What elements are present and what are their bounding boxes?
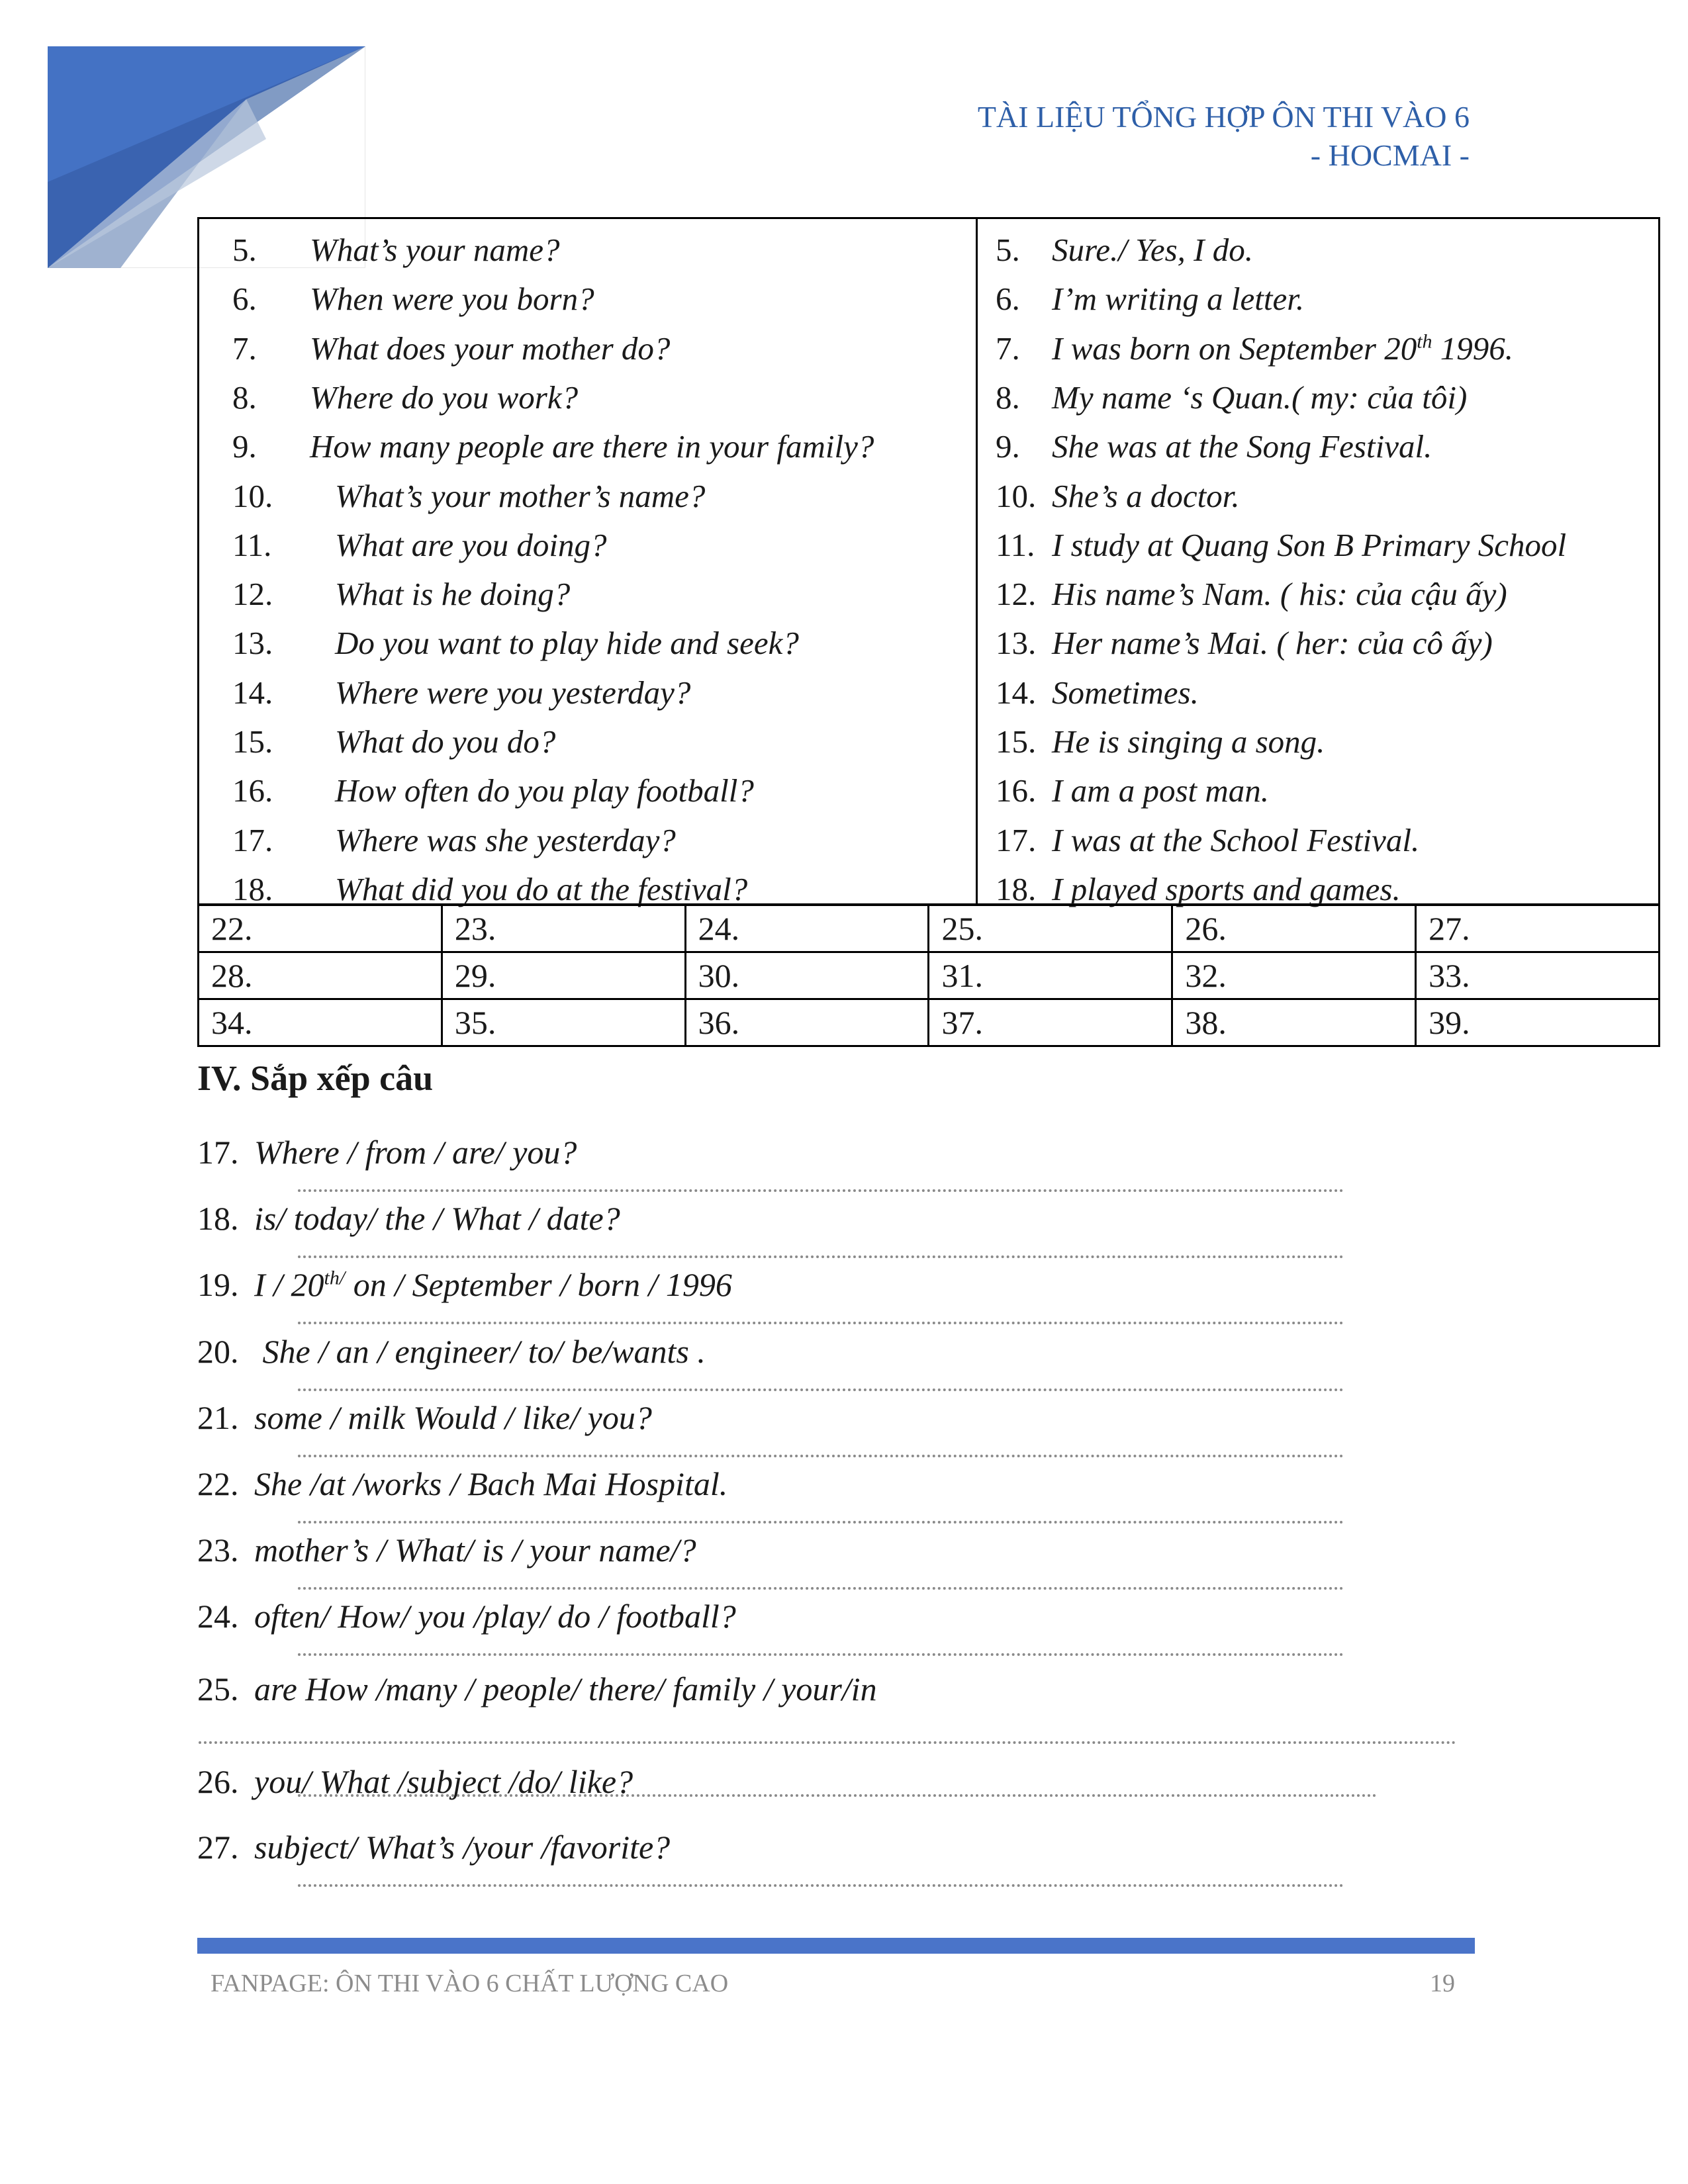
header-title: TÀI LIỆU TỔNG HỢP ÔN THI VÀO 6 [977, 100, 1470, 134]
footer-bar [197, 1938, 1475, 1954]
answer-line[interactable] [298, 1587, 1344, 1590]
answer-text [1052, 526, 1566, 564]
question-text: What does your mother do? [310, 330, 671, 367]
question-number: 18. [232, 870, 273, 907]
question-number: 7. [232, 330, 257, 367]
reorder-number: 20. [197, 1333, 239, 1370]
question-number: 13. [232, 625, 273, 662]
grid-cell: 38. [1172, 999, 1416, 1046]
answer-line[interactable] [298, 1794, 1377, 1797]
reorder-text-tail: on / September / born / 1996 [345, 1266, 732, 1303]
reorder-item [197, 1398, 652, 1437]
reorder-text-main: She / an / engineer/ to/ be/wants . [254, 1333, 706, 1370]
section-title: IV. Sắp xếp câu [197, 1058, 434, 1098]
answer-text [1052, 330, 1513, 367]
answer-text-main: Her name’s Mai. ( her: của cô ấy) [1052, 625, 1493, 662]
question-number: 5. [232, 232, 257, 268]
answer-number: 8. [996, 379, 1020, 416]
answer-number: 14. [996, 674, 1037, 711]
reorder-text-main: is/ today/ the / What / date? [254, 1200, 620, 1237]
answer-number: 10. [996, 477, 1037, 514]
question-number: 14. [232, 674, 273, 711]
grid-cell: 31. [929, 952, 1172, 999]
answer-line[interactable] [298, 1255, 1344, 1258]
reorder-item [197, 1597, 736, 1635]
qa-table [197, 217, 1660, 905]
answer-text [1052, 231, 1253, 269]
grid-cell: 24. [685, 905, 929, 952]
grid-cell: 35. [442, 999, 685, 1046]
reorder-number: 21. [197, 1399, 239, 1436]
grid-cell: 37. [929, 999, 1172, 1046]
reorder-text-main: are How /many / people/ there/ family / your/in [254, 1670, 877, 1707]
answer-line[interactable] [298, 1189, 1344, 1192]
reorder-number: 27. [197, 1829, 239, 1866]
reorder-text [254, 1531, 696, 1569]
grid-cell: 39. [1416, 999, 1660, 1046]
reorder-text [254, 1399, 652, 1436]
answer-text-tail: 1996. [1432, 330, 1514, 367]
answer-text [1052, 477, 1240, 515]
question-number: 11. [232, 526, 272, 563]
answer-text [1052, 772, 1269, 809]
reorder-text [254, 1465, 727, 1502]
answer-line[interactable] [298, 1653, 1344, 1656]
answer-text [1052, 280, 1304, 318]
answer-text-main: She’s a doctor. [1052, 477, 1240, 514]
answer-number: 11. [996, 526, 1035, 563]
answer-line[interactable] [199, 1741, 1456, 1744]
answer-text-main: I’m writing a letter. [1052, 281, 1305, 318]
reorder-item [197, 1133, 577, 1171]
qa-column-divider [976, 219, 978, 903]
question-text: What is he doing? [335, 576, 571, 613]
answer-text [1052, 575, 1507, 613]
reorder-item [197, 1828, 670, 1866]
answer-text-main: My name ‘s Quan.( my: của tôi) [1052, 379, 1468, 416]
reorder-text-main: mother’s / What/ is / your name/? [254, 1531, 696, 1569]
answer-text-main: I was at the School Festival. [1052, 821, 1420, 858]
question-text: What’s your mother’s name? [335, 477, 706, 514]
reorder-text [254, 1670, 877, 1707]
reorder-item [197, 1265, 732, 1304]
answer-line[interactable] [298, 1521, 1344, 1524]
reorder-text [254, 1333, 706, 1370]
answer-line[interactable] [298, 1322, 1344, 1324]
reorder-number: 25. [197, 1670, 239, 1707]
answer-text-main: Sure./ Yes, I do. [1052, 232, 1254, 268]
reorder-text-main: subject/ What’s /your /favorite? [254, 1829, 671, 1866]
question-number: 6. [232, 281, 257, 318]
answer-number: 18. [996, 870, 1037, 907]
question-text: Where were you yesterday? [335, 674, 691, 711]
grid-cell: 32. [1172, 952, 1416, 999]
answer-text [1052, 624, 1493, 662]
reorder-number: 23. [197, 1531, 239, 1569]
grid-cell: 29. [442, 952, 685, 999]
grid-cell: 27. [1416, 905, 1660, 952]
answer-number: 17. [996, 821, 1037, 858]
answer-text [1052, 674, 1199, 711]
answer-number: 6. [996, 281, 1020, 318]
answer-number: 7. [996, 330, 1020, 367]
answer-text [1052, 821, 1419, 859]
reorder-text [254, 1598, 736, 1635]
answer-number: 13. [996, 625, 1037, 662]
answer-text-main: I was born on September 20 [1052, 330, 1417, 367]
reorder-number: 22. [197, 1465, 239, 1502]
reorder-item [197, 1531, 696, 1569]
reorder-item [197, 1465, 727, 1503]
grid-cell: 25. [929, 905, 1172, 952]
reorder-text-main: Where / from / are/ you? [254, 1134, 577, 1171]
reorder-item [197, 1332, 706, 1371]
question-number: 12. [232, 576, 273, 613]
header-subtitle: - HOCMAI - [1310, 138, 1470, 172]
reorder-superscript: th/ [324, 1267, 346, 1289]
answer-text-main: His name’s Nam. ( his: của cậu ấy) [1052, 576, 1507, 613]
answer-line[interactable] [298, 1884, 1344, 1887]
grid-cell: 34. [199, 999, 442, 1046]
reorder-text-main: I / 20 [254, 1266, 324, 1303]
reorder-text [254, 1266, 732, 1303]
question-text: What did you do at the festival? [335, 870, 748, 907]
grid-cell: 23. [442, 905, 685, 952]
answer-superscript: th [1417, 330, 1432, 353]
reorder-text-main: She /at /works / Bach Mai Hospital. [254, 1465, 728, 1502]
page-number: 19 [1430, 1970, 1455, 1997]
answer-number: 16. [996, 772, 1037, 809]
question-number: 16. [232, 772, 273, 809]
answer-line[interactable] [298, 1388, 1344, 1391]
answer-number: 9. [996, 428, 1020, 465]
answer-grid [197, 904, 1660, 1047]
question-text: How many people are there in your family? [310, 428, 874, 465]
question-number: 10. [232, 477, 273, 514]
answer-text-main: He is singing a song. [1052, 723, 1325, 760]
grid-cell: 30. [685, 952, 929, 999]
reorder-item [197, 1199, 620, 1238]
question-text: When were you born? [310, 281, 594, 318]
grid-cell: 33. [1416, 952, 1660, 999]
answer-line[interactable] [298, 1455, 1344, 1457]
answer-text [1052, 723, 1325, 760]
question-number: 8. [232, 379, 257, 416]
answer-text [1052, 428, 1432, 465]
question-text: What are you doing? [335, 526, 607, 563]
answer-number: 5. [996, 232, 1020, 268]
answer-text-main: I am a post man. [1052, 772, 1270, 809]
reorder-text-main: some / milk Would / like/ you? [254, 1399, 652, 1436]
reorder-text-main: often/ How/ you /play/ do / football? [254, 1598, 736, 1635]
grid-cell: 22. [199, 905, 442, 952]
question-number: 9. [232, 428, 257, 465]
question-text: Where was she yesterday? [335, 821, 676, 858]
grid-cell: 36. [685, 999, 929, 1046]
footer-fanpage: FANPAGE: ÔN THI VÀO 6 CHẤT LƯỢNG CAO [211, 1970, 729, 1997]
question-text: Do you want to play hide and seek? [335, 625, 799, 662]
answer-text-main: I played sports and games. [1052, 870, 1401, 907]
grid-cell: 26. [1172, 905, 1416, 952]
reorder-text [254, 1829, 670, 1866]
reorder-number: 19. [197, 1266, 239, 1303]
question-number: 15. [232, 723, 273, 760]
reorder-number: 24. [197, 1598, 239, 1635]
grid-row [199, 905, 1660, 952]
grid-row [199, 999, 1660, 1046]
reorder-text [254, 1200, 620, 1237]
question-text: What do you do? [335, 723, 556, 760]
answer-text [1052, 379, 1467, 416]
question-text: What’s your name? [310, 232, 560, 268]
answer-number: 12. [996, 576, 1037, 613]
question-number: 17. [232, 821, 273, 858]
reorder-number: 26. [197, 1763, 239, 1800]
answer-text-main: I study at Quang Son B Primary School [1052, 526, 1567, 563]
grid-cell: 28. [199, 952, 442, 999]
answer-text-main: She was at the Song Festival. [1052, 428, 1432, 465]
question-text: Where do you work? [310, 379, 579, 416]
reorder-number: 17. [197, 1134, 239, 1171]
reorder-text [254, 1134, 577, 1171]
answer-text [1052, 870, 1401, 908]
reorder-text-main: you/ What /subject /do/ like? [254, 1763, 633, 1800]
answer-number: 15. [996, 723, 1037, 760]
grid-row [199, 952, 1660, 999]
document-header [978, 98, 1470, 175]
reorder-item [197, 1670, 877, 1708]
reorder-number: 18. [197, 1200, 239, 1237]
answer-text-main: Sometimes. [1052, 674, 1199, 711]
question-text: How often do you play football? [335, 772, 754, 809]
